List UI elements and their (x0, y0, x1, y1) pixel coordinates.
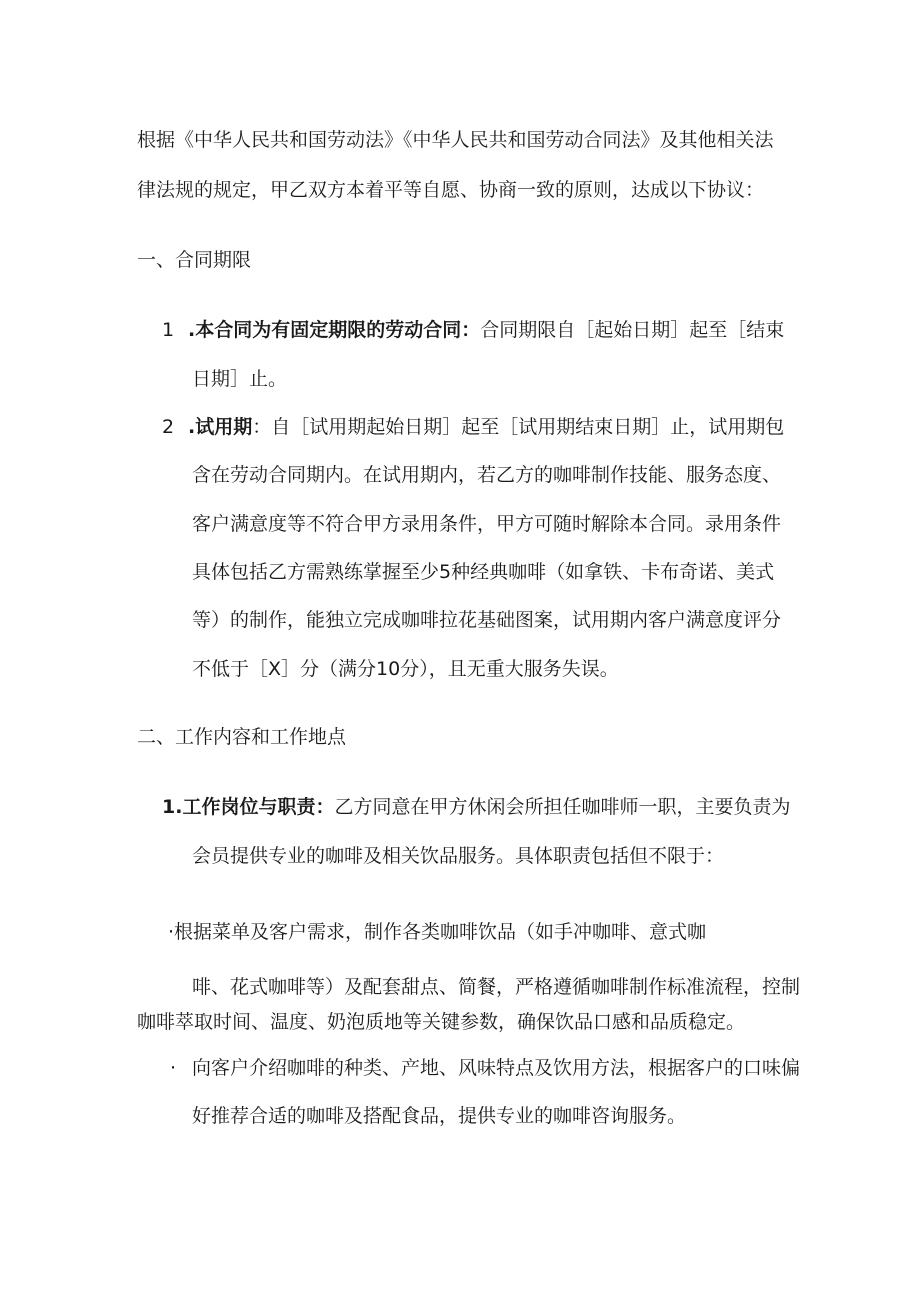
s2-item-1-line-1 (162, 794, 790, 820)
s1-item-2-text: ：自［试用期起始日期］起至［试用期结束日期］止，试用期包 (252, 416, 785, 438)
s2-item-1-text: 乙方同意在甲方休闲会所担任咖啡师一职，主要负责为 (334, 796, 791, 818)
s1-item-2-line-2: 含在劳动合同期内。在试用期内，若乙方的咖啡制作技能、服务态度、 (192, 464, 782, 486)
s1-item-1-text: 合同期限自［起始日期］起至［结束 (480, 319, 785, 341)
s1-item-2-line-3: 客户满意度等不符合甲方录用条件，甲方可随时解除本合同。录用条件 (192, 513, 782, 535)
intro-line-2: 律法规的规定，甲乙双方本着平等自愿、协商一致的原则，达成以下协议： (137, 179, 765, 201)
section-1-heading: 一、合同期限 (137, 249, 252, 271)
s1-item-1-title: .本合同为有固定期限的劳动合同： (188, 319, 481, 341)
s2-bullet-1-line-2: 啡、花式咖啡等）及配套甜点、简餐，严格遵循咖啡制作标准流程，控制 (192, 976, 801, 998)
s2-item-1-line-2: 会员提供专业的咖啡及相关饮品服务。具体职责包括但不限于： (192, 845, 725, 867)
s2-bullet-2-line-1: 向客户介绍咖啡的种类、产地、风味特点及饮用方法，根据客户的口味偏 (192, 1057, 801, 1079)
section-2-heading: 二、工作内容和工作地点 (137, 726, 347, 748)
s1-item-1-number: 1 (162, 319, 175, 341)
s2-bullet-2-mark: · (170, 1057, 177, 1079)
s1-item-1-line-1 (162, 317, 784, 343)
s1-item-2-number: 2 (162, 416, 175, 438)
s1-item-2-line-1 (162, 414, 784, 440)
s1-item-2-title: .试用期 (188, 416, 253, 438)
s2-bullet-2-line-2: 好推荐合适的咖啡及搭配食品，提供专业的咖啡咨询服务。 (192, 1105, 687, 1127)
s2-bullet-1-line-1: ·根据菜单及客户需求，制作各类咖啡饮品（如手冲咖啡、意式咖 (168, 921, 707, 943)
s1-item-1-line-2: 日期］止。 (192, 368, 288, 390)
s1-item-2-line-6: 不低于［X］分（满分10分），且无重大服务失误。 (192, 658, 619, 680)
intro-line-1: 根据《中华人民共和国劳动法》《中华人民共和国劳动合同法》及其他相关法 (137, 129, 774, 151)
s1-item-2-line-4: 具体包括乙方需熟练掌握至少5种经典咖啡（如拿铁、卡布奇诺、美式 (192, 561, 775, 583)
s2-item-1-title: 1.工作岗位与职责： (162, 796, 335, 818)
s2-bullet-1-line-3: 咖啡萃取时间、温度、奶泡质地等关键参数，确保饮品口感和品质稳定。 (137, 1011, 746, 1033)
s1-item-2-line-5: 等）的制作，能独立完成咖啡拉花基础图案，试用期内客户满意度评分 (192, 609, 782, 631)
